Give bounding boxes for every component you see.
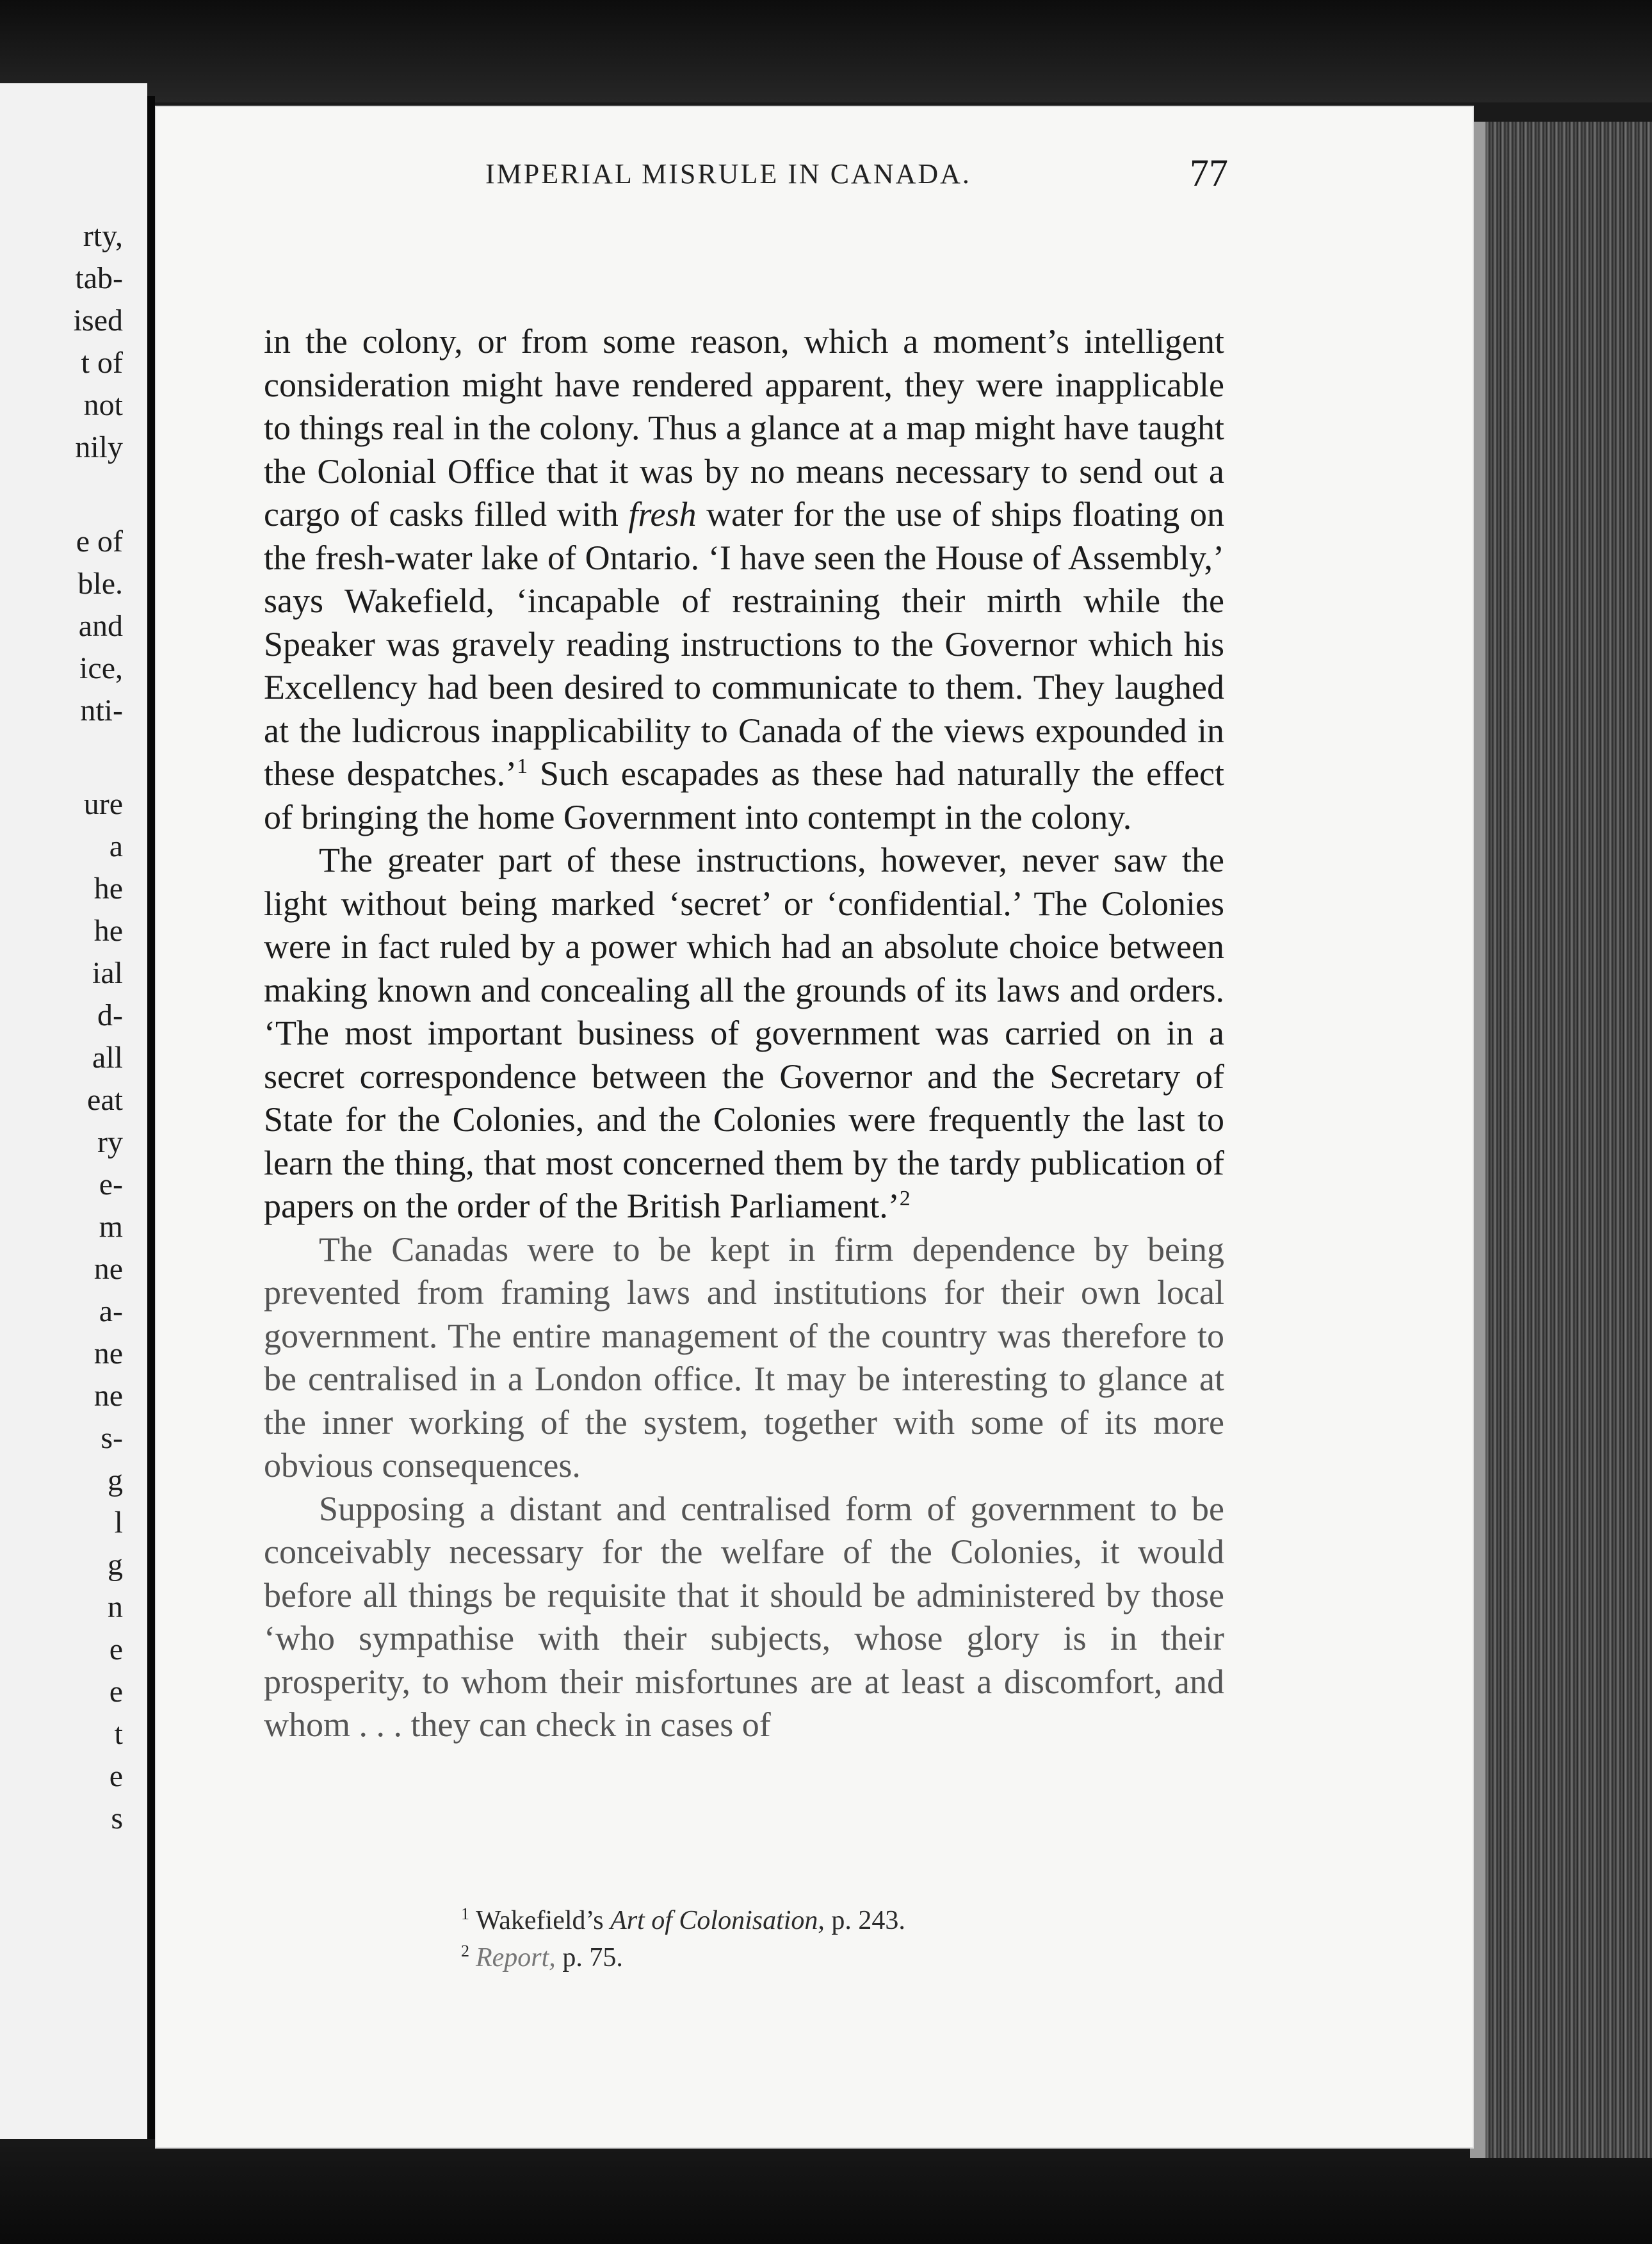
italic-fresh: fresh xyxy=(628,495,697,533)
previous-page-line: n xyxy=(108,1590,123,1624)
previous-page-line: ne xyxy=(93,1337,123,1370)
previous-page-line: eat xyxy=(87,1083,123,1117)
previous-page-line: g xyxy=(108,1463,123,1497)
previous-page-line: g xyxy=(108,1548,123,1582)
previous-page-line: he xyxy=(93,914,123,948)
previous-page-line: ne xyxy=(93,1379,123,1413)
footnote-2-suffix: p. 75. xyxy=(562,1943,623,1972)
footnote-2 xyxy=(461,1939,1229,1976)
paragraph-1-text-b: water for the use of ships floating on the fresh-water lake of Ontario. ‘I have seen the House of Assembly,’ says Wakefield, ‘incapable of restraining their mirth while the Speaker was gravely reading instructions to the Governor which his Excellency had been desired to communicate to them. They laughed at the ludicrous inapplicability to Canada of the views expounded in these despatches.’ xyxy=(264,495,1225,793)
book-gutter xyxy=(147,96,155,2139)
previous-page-line: a xyxy=(109,829,123,863)
previous-page-line: l xyxy=(114,1506,123,1540)
previous-page-line: ised xyxy=(73,304,123,337)
previous-page-line: a- xyxy=(99,1294,123,1328)
previous-page-fragment xyxy=(0,83,147,2139)
previous-page-line: all xyxy=(92,1041,123,1075)
footnotes xyxy=(461,1902,1229,1976)
footnote-1-prefix: Wakefield’s xyxy=(476,1906,604,1935)
previous-page-line: ial xyxy=(92,956,123,990)
previous-page-line: e xyxy=(109,1675,123,1709)
previous-page-line: ice, xyxy=(79,651,123,685)
footnote-1-mark: 1 xyxy=(461,1905,469,1923)
previous-page-line: ne xyxy=(93,1252,123,1286)
previous-page-line: e xyxy=(109,1632,123,1666)
previous-page-line: t xyxy=(114,1717,123,1751)
footnote-1 xyxy=(461,1902,1229,1939)
previous-page-line: nily xyxy=(75,430,123,464)
scan-background-top xyxy=(0,0,1652,102)
footnote-2-mark: 2 xyxy=(461,1942,469,1960)
footnote-ref-1[interactable]: 1 xyxy=(517,754,528,778)
previous-page-line: ry xyxy=(97,1125,123,1159)
previous-page-line: m xyxy=(99,1210,123,1244)
previous-page-line: not xyxy=(83,388,123,422)
previous-page-line: nti- xyxy=(80,694,123,728)
previous-page-line: e- xyxy=(99,1167,123,1201)
running-head xyxy=(332,154,1228,211)
previous-page-line: s xyxy=(111,1801,123,1835)
page-stack-edge xyxy=(1470,122,1652,2158)
footnote-1-suffix: p. 243. xyxy=(831,1906,905,1935)
paragraph-2-text: The greater part of these instructions, however, never saw the light without being marked ‘secret’ or ‘confidential.’ The Colonies were in fact ruled by a power which had an absolute choice between making known and concealing all the grounds of its laws and orders. ‘The most important business of government was carried on in a secret correspondence between the Governor and the Secretary of State for the Colonies, and the Colonies were frequently the last to learn the thing, that most concerned them by the tardy publication of papers on the order of the British Parliament.’ xyxy=(264,841,1224,1225)
previous-page-line: ble. xyxy=(77,567,123,601)
paragraph-1 xyxy=(264,320,1224,839)
previous-page-line: e of xyxy=(76,524,123,558)
paragraph-4: Supposing a distant and centralised form of government to be conceivably necessary for the welfare of the Colonies, it would before all things be requisite that it should be administered by those ‘who sympathise with their subjects, whose glory is in their prosperity, to whom their misfortunes are at least a discomfort, and whom . . . they can check in cases of xyxy=(264,1489,1224,1744)
previous-page-line: and xyxy=(78,609,123,643)
previous-page-line: e xyxy=(109,1759,123,1793)
previous-page-line: d- xyxy=(97,998,123,1032)
previous-page-line: ure xyxy=(83,787,123,821)
previous-page-line: t of xyxy=(81,346,123,380)
paragraph-1-text-c: Such escapades as these had naturally the effect of bringing the home Government into contempt in the colony. xyxy=(264,754,1225,836)
paragraph-1-text-a: in the colony, or from some reason, which a moment’s intelligent consideration might have rendered apparent, they were inapplicable to things real in the colony. Thus a glance at a map might have taught the Colonial Office that it was by no means necessary to send out a cargo of casks filled with xyxy=(264,322,1224,533)
footnote-2-title: Report, xyxy=(476,1943,556,1972)
footnote-ref-2[interactable]: 2 xyxy=(899,1187,911,1210)
running-head-title: IMPERIAL MISRULE IN CANADA. xyxy=(485,158,971,190)
page-number: 77 xyxy=(1190,152,1228,194)
previous-page-line: rty, xyxy=(83,219,123,253)
footnote-1-title: Art of Colonisation, xyxy=(610,1906,825,1935)
paragraph-3: The Canadas were to be kept in firm dependence by being prevented from framing laws and institutions for their own local government. The entire management of the country was therefore to be centralised in a London office. It may be interesting to glance at the inner working of the system, together with some of its more obvious consequences. xyxy=(264,1230,1224,1484)
body-text xyxy=(264,320,1224,1747)
previous-page-line: he xyxy=(93,872,123,906)
previous-page-line: s- xyxy=(101,1421,123,1455)
paragraph-2 xyxy=(264,839,1224,1228)
previous-page-line: tab- xyxy=(75,261,123,295)
